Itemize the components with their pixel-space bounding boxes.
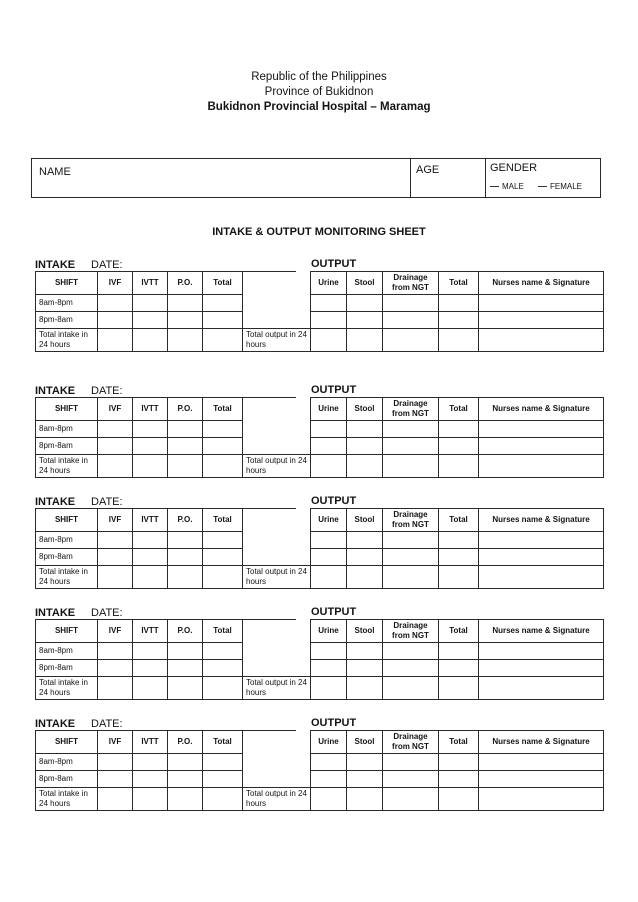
entry-cell[interactable] xyxy=(133,329,168,352)
entry-cell[interactable] xyxy=(98,677,133,700)
entry-cell[interactable] xyxy=(311,295,347,312)
patient-info-box xyxy=(31,158,601,198)
entry-cell[interactable] xyxy=(311,455,347,478)
entry-cell[interactable] xyxy=(347,771,383,788)
name-label: NAME xyxy=(39,166,71,178)
entry-cell[interactable] xyxy=(98,549,133,566)
total-intake-label: Total intake in 24 hours xyxy=(36,329,98,352)
total-intake-label: Total intake in 24 hours xyxy=(36,788,98,811)
entry-cell[interactable] xyxy=(347,421,383,438)
col-nurse: Nurses name & Signature xyxy=(479,731,604,754)
spacer-cell xyxy=(243,771,311,788)
spacer-cell xyxy=(243,643,311,660)
col-shift: SHIFT xyxy=(36,731,98,754)
io-block xyxy=(35,718,603,808)
entry-cell[interactable] xyxy=(479,295,604,312)
entry-cell[interactable] xyxy=(439,438,479,455)
spacer-cell xyxy=(243,312,311,329)
entry-cell[interactable] xyxy=(439,295,479,312)
col-nurse: Nurses name & Signature xyxy=(479,620,604,643)
divider xyxy=(410,159,411,197)
col-drainage: Drainage from NGT xyxy=(383,620,439,643)
entry-cell[interactable] xyxy=(311,438,347,455)
country-line: Republic of the Philippines xyxy=(251,71,387,83)
entry-cell[interactable] xyxy=(168,438,203,455)
table-row xyxy=(36,754,604,771)
entry-cell[interactable] xyxy=(133,455,168,478)
col-ivtt: IVTT xyxy=(133,509,168,532)
entry-cell[interactable] xyxy=(203,754,243,771)
col-output-total: Total xyxy=(439,398,479,421)
table-row xyxy=(36,312,604,329)
entry-cell[interactable] xyxy=(383,455,439,478)
io-table xyxy=(35,397,604,478)
io-table xyxy=(35,730,604,811)
entry-cell[interactable] xyxy=(133,566,168,589)
entry-cell[interactable] xyxy=(133,421,168,438)
col-drainage: Drainage from NGT xyxy=(383,509,439,532)
entry-cell[interactable] xyxy=(479,771,604,788)
entry-cell[interactable] xyxy=(203,421,243,438)
entry-cell[interactable] xyxy=(168,566,203,589)
spacer-cell xyxy=(243,398,311,421)
intake-label: INTAKE xyxy=(35,496,76,508)
entry-cell[interactable] xyxy=(479,421,604,438)
entry-cell[interactable] xyxy=(168,549,203,566)
entry-cell[interactable] xyxy=(98,754,133,771)
entry-cell[interactable] xyxy=(347,329,383,352)
entry-cell[interactable] xyxy=(168,421,203,438)
col-stool: Stool xyxy=(347,509,383,532)
total-intake-label: Total intake in 24 hours xyxy=(36,455,98,478)
entry-cell[interactable] xyxy=(347,312,383,329)
male-label: MALE xyxy=(502,182,524,191)
table-header-row xyxy=(36,272,604,295)
entry-cell[interactable] xyxy=(168,677,203,700)
col-ivtt: IVTT xyxy=(133,731,168,754)
col-ivf: IVF xyxy=(98,620,133,643)
io-block xyxy=(35,496,603,586)
io-block xyxy=(35,607,603,697)
entry-cell[interactable] xyxy=(479,455,604,478)
gender-label: GENDER xyxy=(490,162,538,174)
table-row xyxy=(36,438,604,455)
table-row xyxy=(36,295,604,312)
entry-cell[interactable] xyxy=(168,312,203,329)
entry-cell[interactable] xyxy=(383,566,439,589)
col-ivf: IVF xyxy=(98,731,133,754)
entry-cell[interactable] xyxy=(203,771,243,788)
entry-cell[interactable] xyxy=(168,329,203,352)
total-output-label: Total output in 24 hours xyxy=(243,455,311,478)
io-table xyxy=(35,619,604,700)
col-po: P.O. xyxy=(168,398,203,421)
province-line: Province of Bukidnon xyxy=(264,86,374,98)
female-label: FEMALE xyxy=(550,182,583,191)
entry-cell[interactable] xyxy=(133,438,168,455)
table-row xyxy=(36,532,604,549)
entry-cell[interactable] xyxy=(439,421,479,438)
entry-cell[interactable] xyxy=(98,295,133,312)
entry-cell[interactable] xyxy=(203,566,243,589)
output-label: OUTPUT xyxy=(311,606,357,618)
entry-cell[interactable] xyxy=(133,643,168,660)
entry-cell[interactable] xyxy=(168,295,203,312)
entry-cell[interactable] xyxy=(347,788,383,811)
col-urine: Urine xyxy=(311,731,347,754)
col-po: P.O. xyxy=(168,272,203,295)
col-urine: Urine xyxy=(311,398,347,421)
entry-cell[interactable] xyxy=(479,677,604,700)
spacer-cell xyxy=(243,421,311,438)
table-row xyxy=(36,677,604,700)
entry-cell[interactable] xyxy=(98,532,133,549)
spacer-cell xyxy=(243,438,311,455)
table-header-row xyxy=(36,620,604,643)
entry-cell[interactable] xyxy=(133,754,168,771)
entry-cell[interactable] xyxy=(98,312,133,329)
date-label: DATE: xyxy=(91,718,123,730)
entry-cell[interactable] xyxy=(168,643,203,660)
entry-cell[interactable] xyxy=(479,566,604,589)
entry-cell[interactable] xyxy=(311,643,347,660)
shift-night-label: 8pm-8am xyxy=(36,660,98,677)
col-ivf: IVF xyxy=(98,509,133,532)
table-row xyxy=(36,788,604,811)
entry-cell[interactable] xyxy=(203,677,243,700)
entry-cell[interactable] xyxy=(168,754,203,771)
io-table xyxy=(35,508,604,589)
entry-cell[interactable] xyxy=(347,549,383,566)
entry-cell[interactable] xyxy=(98,771,133,788)
col-shift: SHIFT xyxy=(36,509,98,532)
entry-cell[interactable] xyxy=(383,329,439,352)
col-stool: Stool xyxy=(347,272,383,295)
table-header-row xyxy=(36,731,604,754)
entry-cell[interactable] xyxy=(439,455,479,478)
col-intake-total: Total xyxy=(203,272,243,295)
entry-cell[interactable] xyxy=(133,532,168,549)
entry-cell[interactable] xyxy=(479,754,604,771)
col-shift: SHIFT xyxy=(36,620,98,643)
entry-cell[interactable] xyxy=(203,643,243,660)
output-label: OUTPUT xyxy=(311,717,357,729)
col-drainage: Drainage from NGT xyxy=(383,272,439,295)
age-label: AGE xyxy=(416,164,440,176)
entry-cell[interactable] xyxy=(479,532,604,549)
entry-cell[interactable] xyxy=(98,438,133,455)
entry-cell[interactable] xyxy=(383,660,439,677)
table-row xyxy=(36,660,604,677)
col-stool: Stool xyxy=(347,398,383,421)
entry-cell[interactable] xyxy=(479,660,604,677)
col-intake-total: Total xyxy=(203,509,243,532)
total-output-label: Total output in 24 hours xyxy=(243,329,311,352)
entry-cell[interactable] xyxy=(347,660,383,677)
entry-cell[interactable] xyxy=(203,438,243,455)
entry-cell[interactable] xyxy=(439,312,479,329)
col-stool: Stool xyxy=(347,620,383,643)
entry-cell[interactable] xyxy=(383,754,439,771)
spacer-cell xyxy=(243,532,311,549)
col-nurse: Nurses name & Signature xyxy=(479,509,604,532)
col-urine: Urine xyxy=(311,620,347,643)
entry-cell[interactable] xyxy=(133,788,168,811)
table-header-row xyxy=(36,509,604,532)
table-row xyxy=(36,643,604,660)
entry-cell[interactable] xyxy=(98,455,133,478)
col-output-total: Total xyxy=(439,272,479,295)
entry-cell[interactable] xyxy=(439,677,479,700)
entry-cell[interactable] xyxy=(347,643,383,660)
col-ivtt: IVTT xyxy=(133,272,168,295)
spacer-cell xyxy=(243,660,311,677)
col-urine: Urine xyxy=(311,272,347,295)
entry-cell[interactable] xyxy=(383,312,439,329)
entry-cell[interactable] xyxy=(347,754,383,771)
output-label: OUTPUT xyxy=(311,384,357,396)
total-output-label: Total output in 24 hours xyxy=(243,788,311,811)
entry-cell[interactable] xyxy=(203,329,243,352)
col-po: P.O. xyxy=(168,731,203,754)
entry-cell[interactable] xyxy=(203,295,243,312)
table-row xyxy=(36,421,604,438)
entry-cell[interactable] xyxy=(439,549,479,566)
date-label: DATE: xyxy=(91,385,123,397)
entry-cell[interactable] xyxy=(383,549,439,566)
entry-cell[interactable] xyxy=(133,677,168,700)
intake-label: INTAKE xyxy=(35,607,76,619)
shift-night-label: 8pm-8am xyxy=(36,438,98,455)
entry-cell[interactable] xyxy=(168,660,203,677)
entry-cell[interactable] xyxy=(203,660,243,677)
entry-cell[interactable] xyxy=(203,455,243,478)
entry-cell[interactable] xyxy=(203,312,243,329)
entry-cell[interactable] xyxy=(383,643,439,660)
entry-cell[interactable] xyxy=(479,643,604,660)
entry-cell[interactable] xyxy=(383,788,439,811)
total-output-label: Total output in 24 hours xyxy=(243,677,311,700)
col-nurse: Nurses name & Signature xyxy=(479,272,604,295)
shift-day-label: 8am-8pm xyxy=(36,754,98,771)
col-nurse: Nurses name & Signature xyxy=(479,398,604,421)
entry-cell[interactable] xyxy=(203,788,243,811)
col-intake-total: Total xyxy=(203,398,243,421)
col-drainage: Drainage from NGT xyxy=(383,731,439,754)
entry-cell[interactable] xyxy=(439,532,479,549)
entry-cell[interactable] xyxy=(439,771,479,788)
entry-cell[interactable] xyxy=(311,677,347,700)
date-label: DATE: xyxy=(91,607,123,619)
entry-cell[interactable] xyxy=(439,329,479,352)
col-ivf: IVF xyxy=(98,398,133,421)
date-label: DATE: xyxy=(91,496,123,508)
col-stool: Stool xyxy=(347,731,383,754)
col-po: P.O. xyxy=(168,509,203,532)
divider xyxy=(485,159,486,197)
intake-label: INTAKE xyxy=(35,718,76,730)
entry-cell[interactable] xyxy=(347,438,383,455)
entry-cell[interactable] xyxy=(383,677,439,700)
output-label: OUTPUT xyxy=(311,258,357,270)
col-output-total: Total xyxy=(439,620,479,643)
entry-cell[interactable] xyxy=(347,677,383,700)
spacer-cell xyxy=(243,272,311,295)
entry-cell[interactable] xyxy=(98,660,133,677)
entry-cell[interactable] xyxy=(168,771,203,788)
table-row xyxy=(36,771,604,788)
col-shift: SHIFT xyxy=(36,398,98,421)
entry-cell[interactable] xyxy=(203,549,243,566)
entry-cell[interactable] xyxy=(133,312,168,329)
intake-label: INTAKE xyxy=(35,259,76,271)
entry-cell[interactable] xyxy=(311,329,347,352)
col-ivtt: IVTT xyxy=(133,398,168,421)
entry-cell[interactable] xyxy=(98,421,133,438)
shift-night-label: 8pm-8am xyxy=(36,312,98,329)
entry-cell[interactable] xyxy=(479,788,604,811)
hospital-header xyxy=(0,70,638,115)
col-ivtt: IVTT xyxy=(133,620,168,643)
entry-cell[interactable] xyxy=(383,771,439,788)
shift-night-label: 8pm-8am xyxy=(36,771,98,788)
shift-night-label: 8pm-8am xyxy=(36,549,98,566)
io-table xyxy=(35,271,604,352)
entry-cell[interactable] xyxy=(383,421,439,438)
table-header-row xyxy=(36,398,604,421)
shift-day-label: 8am-8pm xyxy=(36,421,98,438)
entry-cell[interactable] xyxy=(311,312,347,329)
output-label: OUTPUT xyxy=(311,495,357,507)
entry-cell[interactable] xyxy=(168,532,203,549)
io-block xyxy=(35,259,603,349)
entry-cell[interactable] xyxy=(439,660,479,677)
entry-cell[interactable] xyxy=(383,532,439,549)
gender-male-option[interactable] xyxy=(490,182,524,191)
col-intake-total: Total xyxy=(203,731,243,754)
spacer-cell xyxy=(243,295,311,312)
entry-cell[interactable] xyxy=(347,532,383,549)
io-block xyxy=(35,385,603,475)
entry-cell[interactable] xyxy=(98,643,133,660)
entry-cell[interactable] xyxy=(203,532,243,549)
checkbox-line xyxy=(490,186,499,187)
col-shift: SHIFT xyxy=(36,272,98,295)
shift-day-label: 8am-8pm xyxy=(36,295,98,312)
col-intake-total: Total xyxy=(203,620,243,643)
entry-cell[interactable] xyxy=(168,788,203,811)
date-label: DATE: xyxy=(91,259,123,271)
col-urine: Urine xyxy=(311,509,347,532)
entry-cell[interactable] xyxy=(311,771,347,788)
hospital-name: Bukidnon Provincial Hospital – Maramag xyxy=(207,101,431,113)
col-output-total: Total xyxy=(439,731,479,754)
spacer-cell xyxy=(243,754,311,771)
table-row xyxy=(36,455,604,478)
entry-cell[interactable] xyxy=(439,566,479,589)
entry-cell[interactable] xyxy=(98,566,133,589)
entry-cell[interactable] xyxy=(311,421,347,438)
col-ivf: IVF xyxy=(98,272,133,295)
entry-cell[interactable] xyxy=(479,329,604,352)
entry-cell[interactable] xyxy=(479,312,604,329)
entry-cell[interactable] xyxy=(133,549,168,566)
entry-cell[interactable] xyxy=(98,788,133,811)
table-row xyxy=(36,329,604,352)
spacer-cell xyxy=(243,731,311,754)
table-row xyxy=(36,566,604,589)
total-output-label: Total output in 24 hours xyxy=(243,566,311,589)
entry-cell[interactable] xyxy=(311,788,347,811)
entry-cell[interactable] xyxy=(347,295,383,312)
entry-cell[interactable] xyxy=(439,754,479,771)
col-drainage: Drainage from NGT xyxy=(383,398,439,421)
entry-cell[interactable] xyxy=(168,455,203,478)
entry-cell[interactable] xyxy=(479,549,604,566)
entry-cell[interactable] xyxy=(311,566,347,589)
table-row xyxy=(36,549,604,566)
spacer-cell xyxy=(243,620,311,643)
entry-cell[interactable] xyxy=(383,438,439,455)
entry-cell[interactable] xyxy=(439,643,479,660)
total-intake-label: Total intake in 24 hours xyxy=(36,677,98,700)
entry-cell[interactable] xyxy=(311,549,347,566)
entry-cell[interactable] xyxy=(479,438,604,455)
entry-cell[interactable] xyxy=(311,660,347,677)
entry-cell[interactable] xyxy=(347,455,383,478)
total-intake-label: Total intake in 24 hours xyxy=(36,566,98,589)
entry-cell[interactable] xyxy=(133,295,168,312)
entry-cell[interactable] xyxy=(347,566,383,589)
intake-label: INTAKE xyxy=(35,385,76,397)
entry-cell[interactable] xyxy=(133,771,168,788)
shift-day-label: 8am-8pm xyxy=(36,643,98,660)
spacer-cell xyxy=(243,509,311,532)
entry-cell[interactable] xyxy=(439,788,479,811)
shift-day-label: 8am-8pm xyxy=(36,532,98,549)
checkbox-line xyxy=(538,186,547,187)
gender-female-option[interactable] xyxy=(538,182,582,191)
entry-cell[interactable] xyxy=(311,754,347,771)
entry-cell[interactable] xyxy=(311,532,347,549)
entry-cell[interactable] xyxy=(383,295,439,312)
col-po: P.O. xyxy=(168,620,203,643)
entry-cell[interactable] xyxy=(133,660,168,677)
col-output-total: Total xyxy=(439,509,479,532)
sheet-title: INTAKE & OUTPUT MONITORING SHEET xyxy=(212,226,426,238)
entry-cell[interactable] xyxy=(98,329,133,352)
spacer-cell xyxy=(243,549,311,566)
